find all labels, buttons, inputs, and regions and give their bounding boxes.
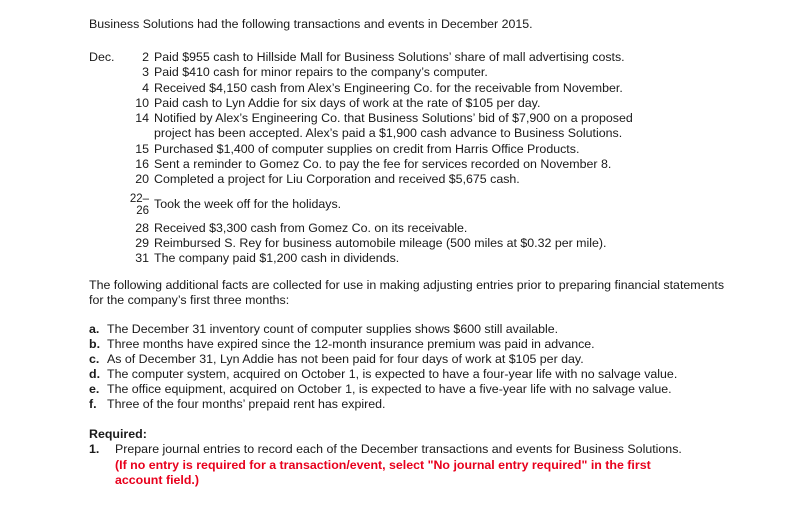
transaction-item bbox=[120, 188, 720, 221]
fact-item bbox=[89, 367, 729, 382]
intro-text: Business Solutions had the following transactions and events in December 2015. bbox=[89, 17, 533, 31]
required-item bbox=[89, 442, 749, 488]
fact-text: The office equipment, acquired on October 1, is expected to have a five-year life with no salvage value. bbox=[107, 381, 672, 396]
facts-intro-text: The following additional facts are collected for use in making adjusting entries prior to preparing financial statements for the company’s first three months: bbox=[89, 278, 725, 308]
transaction-text: Paid $955 cash to Hillside Mall for Business Solutions’ share of mall advertising costs. bbox=[154, 50, 625, 64]
required-body bbox=[115, 442, 749, 488]
required-note: (If no entry is required for a transaction/event, select "No journal entry required" in the first account field.) bbox=[115, 457, 651, 487]
transaction-day-start: 22– bbox=[129, 192, 149, 205]
transaction-item bbox=[120, 251, 720, 266]
transaction-day: 15 bbox=[135, 141, 149, 156]
fact-letter: c. bbox=[89, 351, 100, 366]
fact-letter: e. bbox=[89, 381, 100, 396]
transaction-item bbox=[120, 81, 720, 96]
transaction-day: 14 bbox=[135, 111, 149, 126]
fact-item bbox=[89, 382, 729, 397]
transaction-item bbox=[120, 96, 720, 111]
fact-text: Three of the four months’ prepaid rent has expired. bbox=[107, 396, 386, 411]
transaction-day: 4 bbox=[142, 80, 149, 95]
transaction-day-end: 26 bbox=[136, 204, 149, 217]
fact-item bbox=[89, 352, 729, 367]
transaction-list bbox=[120, 50, 720, 267]
required-text: Prepare journal entries to record each of the December transactions and events for Business Solutions. bbox=[115, 442, 682, 457]
transaction-text: Took the week off for the holidays. bbox=[154, 196, 342, 211]
transaction-day-range bbox=[120, 192, 154, 217]
transaction-text: Completed a project for Liu Corporation and received $5,675 cash. bbox=[154, 172, 520, 187]
transaction-item bbox=[120, 50, 720, 65]
transaction-text: Reimbursed S. Rey for business automobile mileage (500 miles at $0.32 per mile). bbox=[154, 235, 607, 250]
transaction-item bbox=[120, 142, 720, 157]
transaction-item bbox=[120, 65, 720, 80]
transaction-text: Paid $410 cash for minor repairs to the company’s computer. bbox=[154, 65, 488, 80]
transaction-item bbox=[120, 172, 720, 187]
transaction-item bbox=[120, 111, 720, 142]
transaction-day: 29 bbox=[135, 235, 149, 250]
transaction-text: Received $4,150 cash from Alex’s Engineering Co. for the receivable from November. bbox=[154, 80, 623, 95]
month-label: Dec. bbox=[89, 50, 115, 64]
required-title: Required: bbox=[89, 427, 147, 441]
transaction-text: The company paid $1,200 cash in dividends. bbox=[154, 251, 400, 266]
fact-item bbox=[89, 397, 729, 412]
fact-text: The computer system, acquired on October 1, is expected to have a four-year life with no salvage value. bbox=[107, 366, 678, 381]
transaction-day: 28 bbox=[135, 220, 149, 235]
adjusting-facts-list bbox=[89, 322, 729, 411]
transaction-day: 10 bbox=[135, 95, 149, 110]
transaction-text: Received $3,300 cash from Gomez Co. on its receivable. bbox=[154, 220, 468, 235]
transaction-day: 20 bbox=[135, 172, 149, 187]
fact-letter: d. bbox=[89, 366, 101, 381]
fact-letter: b. bbox=[89, 336, 101, 351]
transaction-item bbox=[120, 157, 720, 172]
required-number: 1. bbox=[89, 442, 100, 457]
fact-item bbox=[89, 322, 729, 337]
transaction-item bbox=[120, 236, 720, 251]
transaction-text: Paid cash to Lyn Addie for six days of work at the rate of $105 per day. bbox=[154, 95, 541, 110]
transaction-day: 3 bbox=[142, 65, 149, 80]
fact-text: As of December 31, Lyn Addie has not been paid for four days of work at $105 per day. bbox=[107, 351, 584, 366]
fact-letter: f. bbox=[89, 396, 97, 411]
transaction-day: 31 bbox=[135, 251, 149, 266]
transaction-day: 16 bbox=[135, 157, 149, 172]
fact-text: Three months have expired since the 12-month insurance premium was paid in advance. bbox=[107, 336, 595, 351]
fact-item bbox=[89, 337, 729, 352]
transaction-text: Notified by Alex’s Engineering Co. that Business Solutions’ bid of $7,900 on a proposed project has been accepted. Alex’s paid a $1,900 cash advance to Business Solutions. bbox=[154, 111, 633, 141]
fact-letter: a. bbox=[89, 322, 100, 336]
transaction-day: 2 bbox=[142, 50, 149, 64]
required-section bbox=[89, 427, 749, 488]
transaction-item bbox=[120, 221, 720, 236]
fact-text: The December 31 inventory count of computer supplies shows $600 still available. bbox=[107, 322, 559, 336]
transaction-text: Purchased $1,400 of computer supplies on credit from Harris Office Products. bbox=[154, 141, 580, 156]
transaction-text: Sent a reminder to Gomez Co. to pay the fee for services recorded on November 8. bbox=[154, 157, 612, 172]
